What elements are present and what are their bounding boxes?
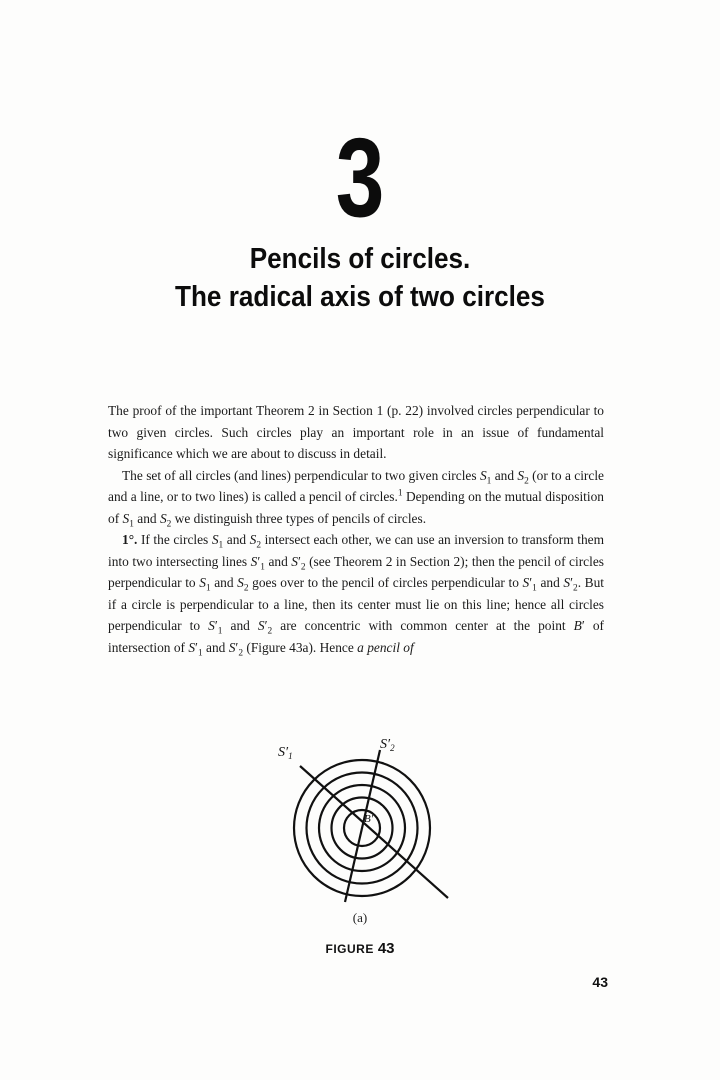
figure-subcaption: (a) bbox=[352, 910, 368, 925]
paragraph-3: 1°. If the circles $S_1$ and $S_2$ intersect each other, we can use an inversion to transform them into two intersecting lines $S'_1$ and $S'_2$ (see Theorem 2 in Section 2); then the pencil of circles perpendicular to $S_1$ and $S_2$ goes over to the pencil of circles perpendicular to $S'_1$ and $S'_2$. But if a circle is perpendicular to a line, then its center must lie on this line; hence all circles perpendicular to $S'_1$ and $S'_2$ are concentric with common center at the point B′ of intersection of $S'_1$ and $S'_2$ (Figure 43a). Hence a pencil of bbox=[108, 532, 605, 659]
page-number: 43 bbox=[592, 974, 608, 990]
chapter-title-line-1: Pencils of circles. bbox=[249, 243, 471, 275]
figure-caption-word: FIGURE bbox=[325, 942, 374, 956]
footnote-marker: 1 bbox=[397, 488, 403, 499]
label-s2-prime: $S'_2$ bbox=[380, 737, 395, 753]
label-center-b-prime: B′ bbox=[364, 813, 374, 825]
item-number: 1°. bbox=[122, 532, 138, 547]
label-s1-prime: $S'_1$ bbox=[278, 745, 293, 761]
paragraph-2: The set of all circles (and lines) perpendicular to two given circles $S_1$ and $S_2$ (or to a circle and a line, or to two lines) is called a pencil of circles.$^1$ Depending on the mutual disposition of $S_1$ and $S_2$ we distinguish three types of pencils of circles. bbox=[108, 467, 604, 530]
figure-caption bbox=[0, 940, 720, 958]
chapter-number: 3 bbox=[335, 115, 385, 240]
figure-caption-number: 43 bbox=[377, 940, 395, 957]
paragraph-1: The proof of the important Theorem 2 in Section 1 (p. 22) involved circles perpendicular to two given circles. Such circles play an important role in an issue of fundamental significance which we are about to discuss in detail. bbox=[108, 403, 604, 461]
chapter-title-line-2: The radical axis of two circles bbox=[175, 281, 545, 313]
